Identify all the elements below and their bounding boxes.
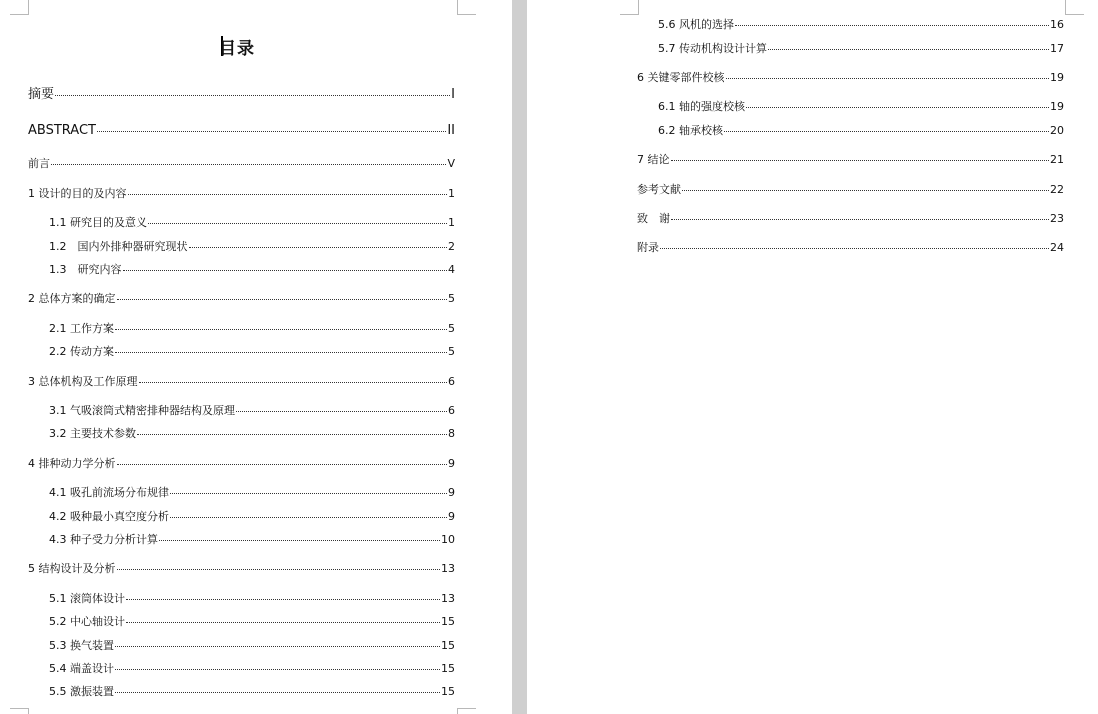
toc-dot-leader <box>126 599 440 600</box>
toc-entry[interactable] <box>49 345 455 359</box>
toc-dot-leader <box>117 464 448 465</box>
toc-dot-leader <box>128 194 448 195</box>
toc-dot-leader <box>148 223 447 224</box>
toc-entry-page-number: 15 <box>441 615 455 628</box>
toc-dot-leader <box>768 49 1049 50</box>
toc-entry-page-number: 16 <box>1050 18 1064 31</box>
toc-entry[interactable] <box>658 18 1064 32</box>
toc-dot-leader <box>115 692 440 693</box>
toc-entry-page-number: 8 <box>448 427 455 440</box>
toc-entry-page-number: 9 <box>448 486 455 499</box>
toc-entry-page-number: 6 <box>448 375 455 388</box>
toc-entry[interactable] <box>49 592 455 606</box>
toc-entry-page-number: 6 <box>448 404 455 417</box>
toc-entry-page-number: 24 <box>1050 241 1064 254</box>
toc-entry-page-number: 20 <box>1050 124 1064 137</box>
toc-entry-title: 前言 <box>28 157 50 170</box>
toc-entry[interactable] <box>49 427 455 441</box>
toc-dot-leader <box>97 131 446 132</box>
toc-entry-title: 摘要 <box>28 87 55 102</box>
toc-entry-title: 6.2 轴承校核 <box>658 124 723 137</box>
toc-entry-title: 2 总体方案的确定 <box>28 292 116 305</box>
toc-entry-page-number: 5 <box>448 345 455 358</box>
toc-entry[interactable] <box>49 685 455 699</box>
toc-dot-leader <box>724 131 1049 132</box>
toc-dot-leader <box>117 299 448 300</box>
toc-dot-leader <box>115 329 447 330</box>
toc-entry-title: 3.2 主要技术参数 <box>49 427 136 440</box>
toc-dot-leader <box>671 219 1049 220</box>
toc-entry[interactable] <box>49 486 455 500</box>
toc-entry-page-number: V <box>447 157 455 170</box>
toc-entry-title: 6.1 轴的强度校核 <box>658 100 745 113</box>
toc-dot-leader <box>726 78 1050 79</box>
toc-entry-page-number: 17 <box>1050 42 1064 55</box>
crop-mark <box>10 708 29 714</box>
toc-entry-page-number: 15 <box>441 662 455 675</box>
toc-entry[interactable] <box>637 241 1064 255</box>
toc-entry-title: 7 结论 <box>637 153 670 166</box>
toc-entry[interactable] <box>28 375 455 389</box>
page-gutter <box>512 0 527 714</box>
toc-entry-page-number: 9 <box>448 510 455 523</box>
toc-entry-title: 5.6 风机的选择 <box>658 18 734 31</box>
toc-dot-leader <box>671 160 1050 161</box>
toc-dot-leader <box>51 164 446 165</box>
toc-entry[interactable] <box>637 212 1064 226</box>
toc-entry-title: 5.1 滚筒体设计 <box>49 592 125 605</box>
toc-entry-title: ABSTRACT <box>28 123 96 138</box>
crop-mark <box>10 0 29 15</box>
toc-entry-page-number: 1 <box>448 187 455 200</box>
document-page-right <box>527 0 1098 714</box>
toc-dot-leader <box>117 569 441 570</box>
toc-dot-leader <box>735 25 1049 26</box>
toc-entry-page-number: 9 <box>448 457 455 470</box>
toc-entry[interactable] <box>49 639 455 653</box>
toc-entry-page-number: 13 <box>441 592 455 605</box>
toc-entry[interactable] <box>49 322 455 336</box>
toc-dot-leader <box>115 646 440 647</box>
toc-entry[interactable] <box>28 157 455 171</box>
toc-entry-page-number: 21 <box>1050 153 1064 166</box>
toc-entry-page-number: 5 <box>448 322 455 335</box>
toc-entry[interactable] <box>49 662 455 676</box>
toc-entry[interactable] <box>49 510 455 524</box>
toc-entry-page-number: 1 <box>448 216 455 229</box>
toc-entry-title: 附录 <box>637 241 659 254</box>
toc-entry-title: 3.1 气吸滚筒式精密排种器结构及原理 <box>49 404 235 417</box>
toc-entry-page-number: 4 <box>448 263 455 276</box>
toc-dot-leader <box>682 190 1049 191</box>
toc-entry[interactable] <box>637 71 1064 85</box>
crop-mark <box>457 0 476 15</box>
toc-entry-title: 2.2 传动方案 <box>49 345 114 358</box>
toc-entry[interactable] <box>637 183 1064 197</box>
toc-entry[interactable] <box>49 240 455 254</box>
toc-dot-leader <box>170 493 447 494</box>
toc-entry-page-number: 19 <box>1050 71 1064 84</box>
toc-dot-leader <box>189 247 448 248</box>
toc-entry[interactable] <box>658 100 1064 114</box>
toc-entry-page-number: 23 <box>1050 212 1064 225</box>
toc-entry[interactable] <box>28 124 455 138</box>
toc-dot-leader <box>170 517 447 518</box>
toc-dot-leader <box>55 95 450 96</box>
toc-entry-title: 5.2 中心轴设计 <box>49 615 125 628</box>
crop-mark <box>1065 0 1084 15</box>
toc-entry-page-number: 15 <box>441 685 455 698</box>
toc-entry-page-number: 15 <box>441 639 455 652</box>
toc-dot-leader <box>115 669 440 670</box>
toc-entry[interactable] <box>49 263 455 277</box>
toc-entry[interactable] <box>28 88 455 102</box>
toc-entry-page-number: 10 <box>441 533 455 546</box>
toc-entry[interactable] <box>49 216 455 230</box>
toc-entry-page-number: I <box>451 87 455 102</box>
toc-entry-title: 5.5 激振装置 <box>49 685 114 698</box>
toc-entry-title: 致 谢 <box>637 212 670 225</box>
toc-entry-title: 4.1 吸孔前流场分布规律 <box>49 486 169 499</box>
toc-entry-title: 4.3 种子受力分析计算 <box>49 533 158 546</box>
toc-entry[interactable] <box>28 457 455 471</box>
toc-entry[interactable] <box>28 292 455 306</box>
toc-entry-title: 3 总体机构及工作原理 <box>28 375 138 388</box>
crop-mark <box>457 708 476 714</box>
toc-entry[interactable] <box>658 42 1064 56</box>
toc-entry-title: 4.2 吸种最小真空度分析 <box>49 510 169 523</box>
toc-entry[interactable] <box>658 124 1064 138</box>
toc-entry-title: 6 关键零部件校核 <box>637 71 725 84</box>
toc-dot-leader <box>660 248 1049 249</box>
toc-dot-leader <box>115 352 447 353</box>
toc-entry[interactable] <box>28 562 455 576</box>
toc-entry-title: 1 设计的目的及内容 <box>28 187 127 200</box>
toc-entry[interactable] <box>637 153 1064 167</box>
toc-entry-page-number: 19 <box>1050 100 1064 113</box>
toc-dot-leader <box>746 107 1049 108</box>
toc-dot-leader <box>126 622 440 623</box>
toc-entry-title: 1.1 研究目的及意义 <box>49 216 147 229</box>
toc-entry-page-number: 22 <box>1050 183 1064 196</box>
toc-entry[interactable] <box>49 404 455 418</box>
toc-dot-leader <box>139 382 448 383</box>
toc-entry[interactable] <box>49 615 455 629</box>
toc-dot-leader <box>159 540 440 541</box>
toc-entry-title: 5.4 端盖设计 <box>49 662 114 675</box>
toc-entry-page-number: 5 <box>448 292 455 305</box>
toc-entry-title: 1.3 研究内容 <box>49 263 122 276</box>
toc-dot-leader <box>137 434 447 435</box>
toc-entry-title: 4 排种动力学分析 <box>28 457 116 470</box>
document-page-left <box>0 0 512 714</box>
toc-entry-page-number: 13 <box>441 562 455 575</box>
toc-dot-leader <box>123 270 448 271</box>
toc-title[interactable]: 目录 <box>219 39 255 59</box>
toc-entry-title: 参考文献 <box>637 183 681 196</box>
toc-entry[interactable] <box>49 533 455 547</box>
toc-entry-page-number: 2 <box>448 240 455 253</box>
toc-dot-leader <box>236 411 447 412</box>
toc-entry-title: 1.2 国内外排种器研究现状 <box>49 240 188 253</box>
toc-entry-title: 2.1 工作方案 <box>49 322 114 335</box>
toc-entry-title: 5.3 换气装置 <box>49 639 114 652</box>
toc-entry-title: 5.7 传动机构设计计算 <box>658 42 767 55</box>
toc-entry-title: 5 结构设计及分析 <box>28 562 116 575</box>
toc-entry[interactable] <box>28 187 455 201</box>
crop-mark <box>620 0 639 15</box>
toc-entry-page-number: II <box>447 123 455 138</box>
